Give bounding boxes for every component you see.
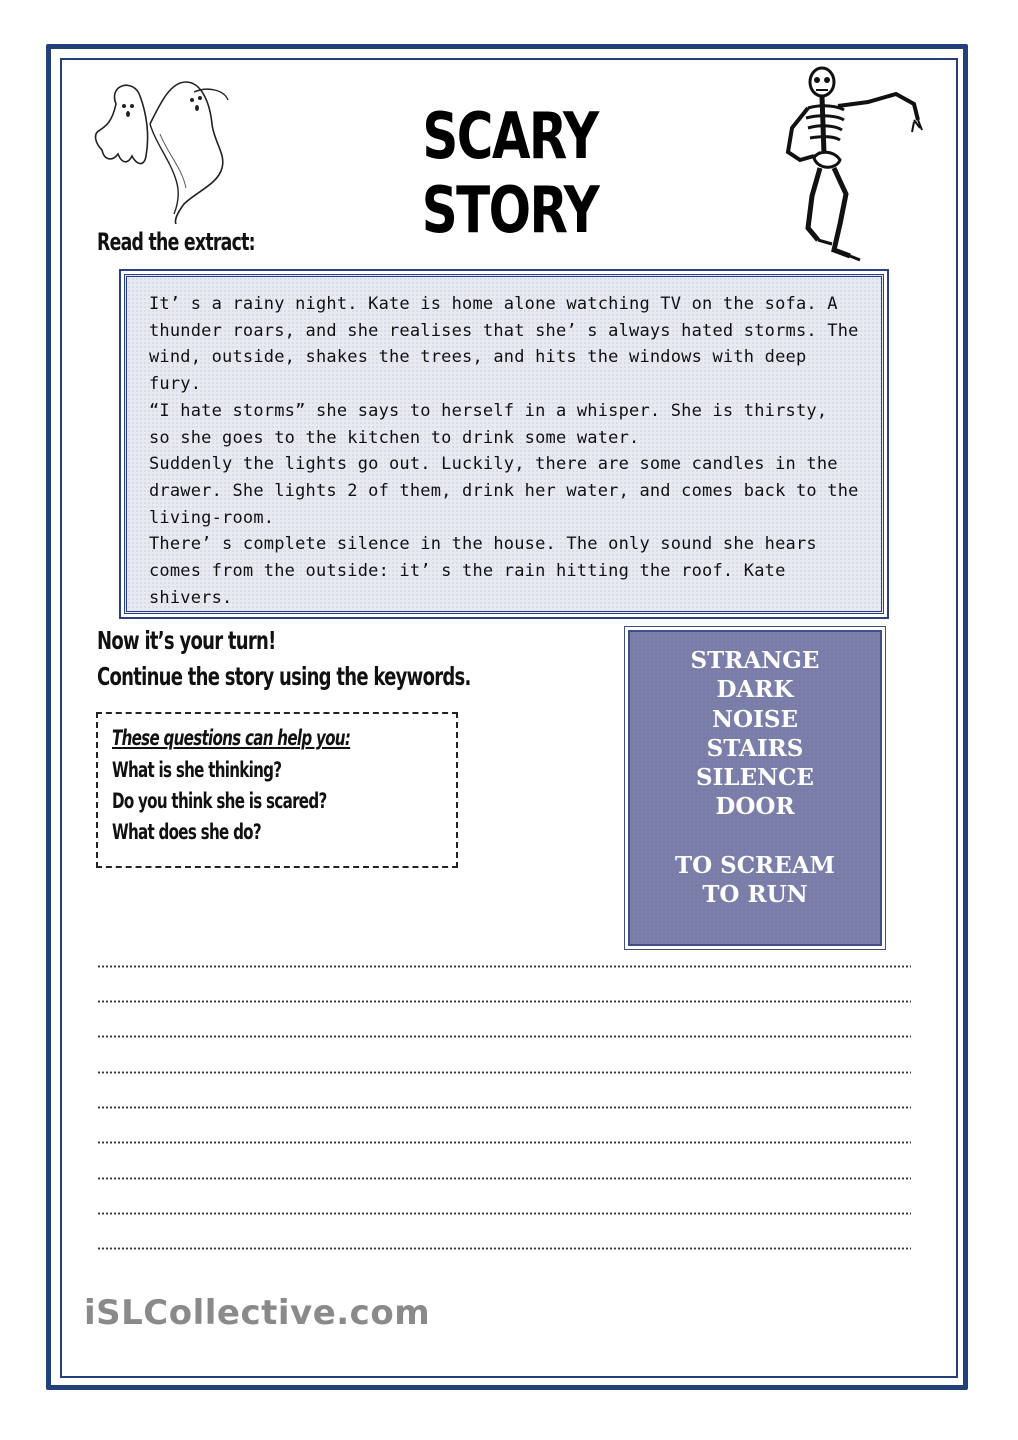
writing-line[interactable] [97, 965, 911, 968]
brand-watermark: iSLCollective.com [84, 1293, 431, 1333]
keyword: STRANGE [690, 647, 820, 674]
page-title: SCARY STORY [421, 100, 599, 248]
ghost-icon [86, 64, 236, 224]
writing-line[interactable] [97, 1000, 911, 1003]
question-item: Do you think she is scared? [112, 789, 327, 813]
keyword: STAIRS [706, 734, 804, 762]
questions-heading: These questions can help you: [112, 726, 351, 750]
extract-text: It’ s a rainy night. Kate is home alone watching TV on the sofa. A thunder roars, and she realises that she’ s always hated storms. The wind, outside, shakes the trees, and hits the windows with deep fury. “I hate storms” she says to herself in a whisper. She is thirsty, so she goes to the kitchen to drink some water. Suddenly the lights go out. Luckily, there are some candles in the drawer. She lights 2 of them, drink her water, and comes back to the living-room. There’ s complete silence in the house. The only sound she hears comes from the outside: it’ s the rain hitting the roof. Kate shivers. [149, 294, 859, 608]
keyword-verb: TO RUN [702, 881, 808, 909]
writing-line[interactable] [97, 1247, 911, 1250]
keyword: DOOR [715, 793, 795, 821]
keyword: DARK [716, 676, 794, 704]
read-extract-label: Read the extract: [97, 228, 255, 256]
writing-line[interactable] [97, 1141, 911, 1144]
writing-line[interactable] [97, 1177, 911, 1180]
skeleton-icon [778, 64, 928, 270]
keywords-box [628, 630, 882, 946]
keyword-verb: TO SCREAM [674, 852, 836, 880]
writing-line[interactable] [97, 1035, 911, 1038]
continue-instruction: Continue the story using the keywords. [97, 662, 471, 691]
questions-box [96, 712, 458, 868]
keyword-spacer [630, 822, 880, 851]
writing-line[interactable] [97, 1106, 911, 1109]
question-item: What does she do? [112, 820, 261, 844]
keyword: SILENCE [696, 764, 814, 792]
writing-line[interactable] [97, 1212, 911, 1215]
keyword: NOISE [712, 705, 798, 733]
writing-line[interactable] [97, 1071, 911, 1074]
keyword-list [630, 646, 880, 910]
extract-box [124, 274, 884, 614]
question-item: What is she thinking? [112, 758, 282, 782]
your-turn-heading: Now it’s your turn! [97, 626, 276, 655]
